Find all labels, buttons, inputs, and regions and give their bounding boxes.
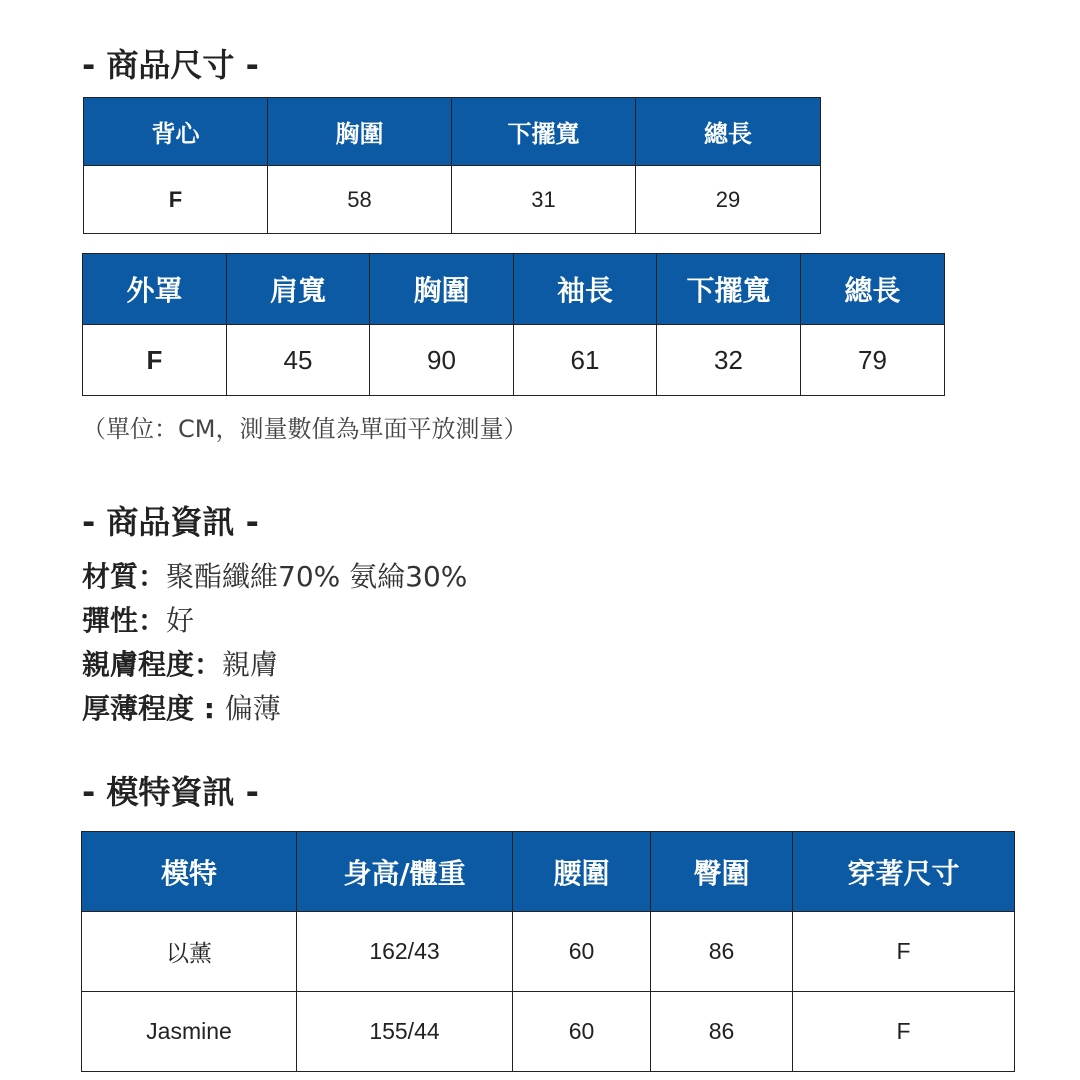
table-cell: 以薰 (82, 912, 297, 992)
table-header-row (83, 254, 945, 325)
measurement-note: （單位：CM，測量數值為單面平放測量） (82, 415, 528, 443)
table-cell: F (83, 325, 227, 396)
table-cell: 29 (636, 166, 821, 234)
table-cell: 86 (651, 912, 793, 992)
table-cell: 45 (227, 325, 370, 396)
table-cell: F (84, 166, 268, 234)
table-cell: F (793, 912, 1015, 992)
column-header: 穿著尺寸 (793, 832, 1015, 912)
size-section-title: - 商品尺寸 - (82, 46, 259, 84)
skin-friendliness-label: 親膚程度： (82, 648, 223, 681)
table-cell: 86 (651, 992, 793, 1072)
column-header: 總長 (636, 98, 821, 166)
column-header: 胸圍 (370, 254, 514, 325)
table-cell: 60 (513, 912, 651, 992)
column-header: 總長 (801, 254, 945, 325)
table-cell: 79 (801, 325, 945, 396)
thickness-value: 偏薄 (224, 692, 281, 725)
column-header: 腰圍 (513, 832, 651, 912)
column-header: 背心 (84, 98, 268, 166)
column-header: 下擺寬 (452, 98, 636, 166)
thickness-label: 厚薄程度 : (82, 692, 225, 725)
table-cell: 90 (370, 325, 514, 396)
list-item-elasticity (82, 599, 467, 643)
table-cell: F (793, 992, 1015, 1072)
column-header: 外罩 (83, 254, 227, 325)
model-info-table (81, 831, 1015, 1072)
table-row (84, 166, 821, 234)
list-item-thickness (82, 687, 467, 731)
table-row (83, 325, 945, 396)
table-row (82, 912, 1015, 992)
list-item-material (82, 555, 467, 599)
product-info-title: - 商品資訊 - (82, 503, 259, 541)
column-header: 臀圍 (651, 832, 793, 912)
table-cell: Jasmine (82, 992, 297, 1072)
table-cell: 61 (514, 325, 657, 396)
model-info-title: - 模特資訊 - (82, 773, 259, 811)
column-header: 身高/體重 (297, 832, 513, 912)
table-cell: 155/44 (297, 992, 513, 1072)
elasticity-label: 彈性： (82, 604, 167, 637)
skin-friendliness-value: 親膚 (222, 648, 279, 681)
elasticity-value: 好 (166, 604, 195, 637)
column-header: 模特 (82, 832, 297, 912)
table-cell: 32 (657, 325, 801, 396)
table-header-row (84, 98, 821, 166)
vest-size-table (83, 97, 821, 234)
table-cell: 31 (452, 166, 636, 234)
product-info-list (82, 555, 467, 731)
table-row (82, 992, 1015, 1072)
material-value: 聚酯纖維70% 氨綸30% (166, 560, 468, 593)
column-header: 胸圍 (268, 98, 452, 166)
table-cell: 60 (513, 992, 651, 1072)
table-header-row (82, 832, 1015, 912)
column-header: 袖長 (514, 254, 657, 325)
column-header: 肩寬 (227, 254, 370, 325)
table-cell: 162/43 (297, 912, 513, 992)
list-item-skin-friendliness (82, 643, 467, 687)
material-label: 材質： (82, 560, 167, 593)
jacket-size-table (82, 253, 945, 396)
table-cell: 58 (268, 166, 452, 234)
column-header: 下擺寬 (657, 254, 801, 325)
